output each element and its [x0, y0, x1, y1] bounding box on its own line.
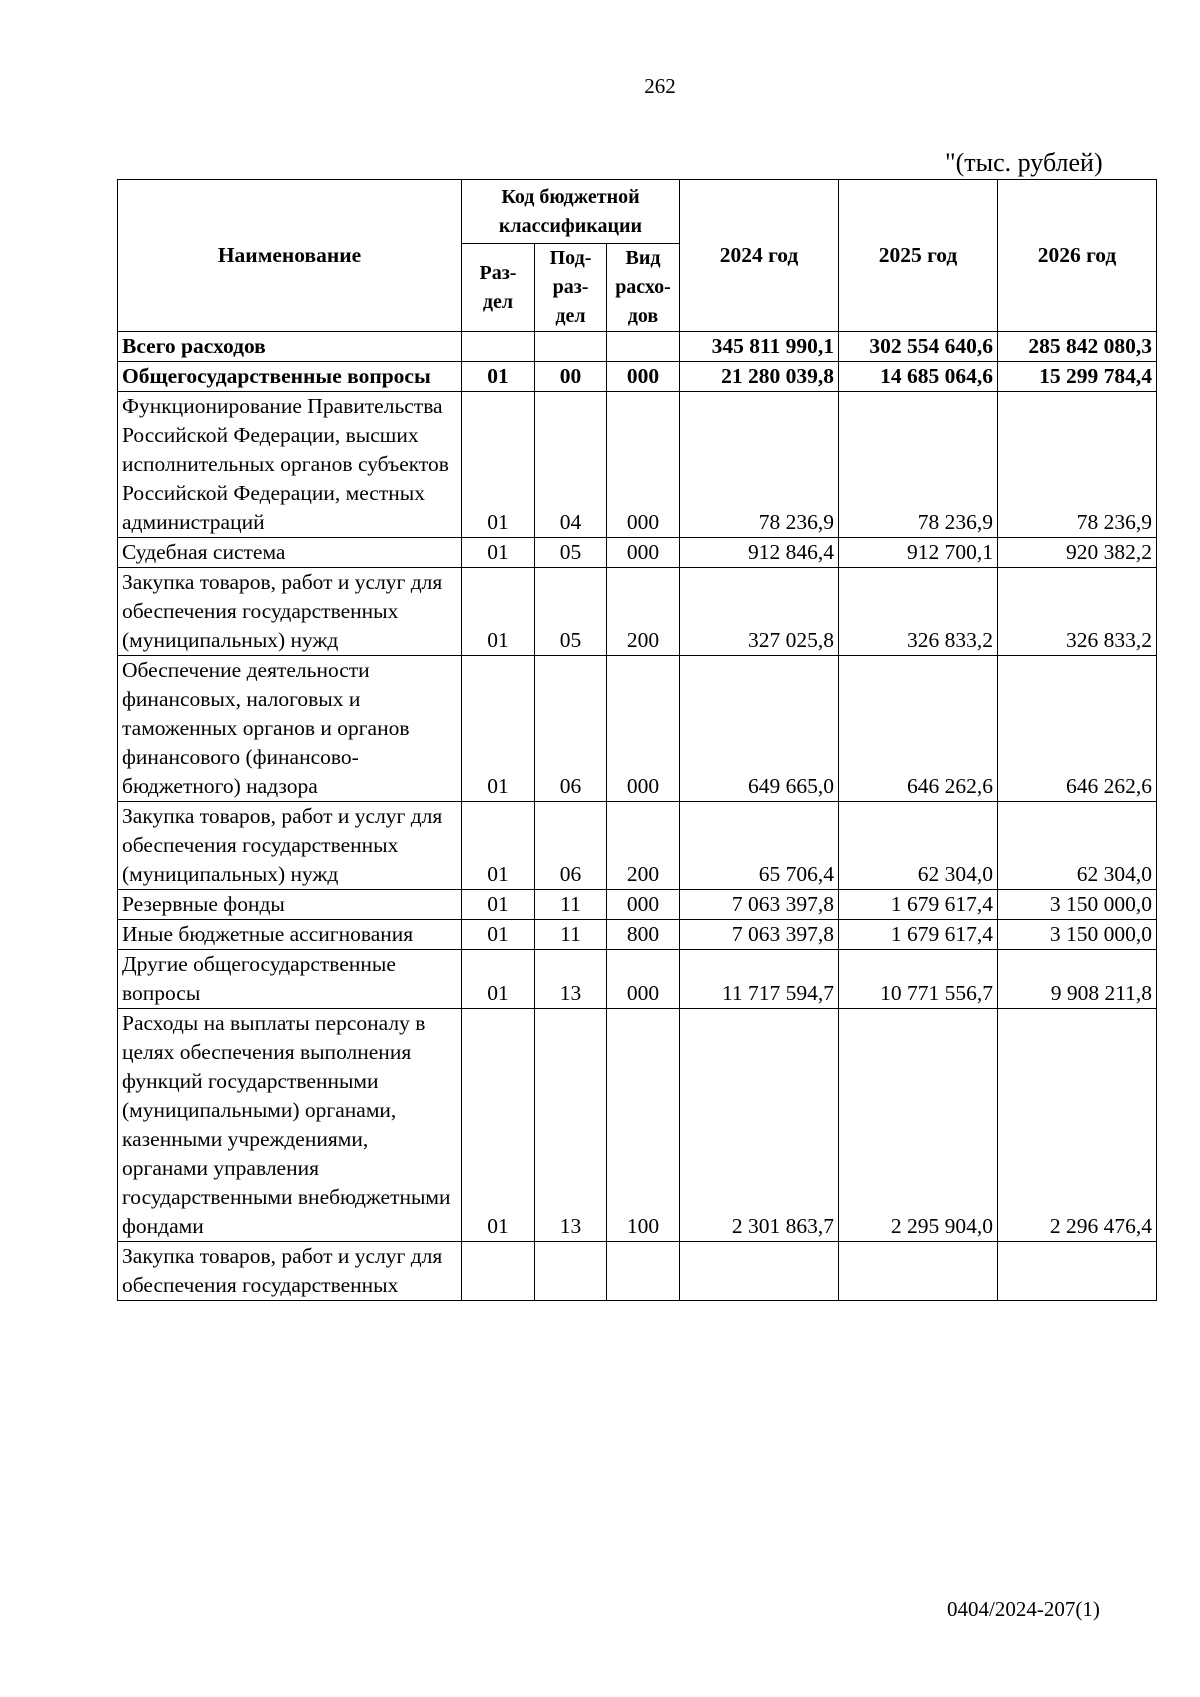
row-2024: 7 063 397,8 [680, 890, 839, 920]
row-2024: 345 811 990,1 [680, 332, 839, 362]
row-2024: 21 280 039,8 [680, 362, 839, 392]
row-2025: 326 833,2 [839, 568, 998, 656]
row-2024: 649 665,0 [680, 656, 839, 802]
row-2026: 9 908 211,8 [998, 950, 1157, 1009]
row-2025: 14 685 064,6 [839, 362, 998, 392]
row-razdel: 01 [462, 538, 535, 568]
row-name: Иные бюджетные ассигнования [118, 920, 462, 950]
header-2026: 2026 год [998, 180, 1157, 332]
row-name: Всего расходов [118, 332, 462, 362]
row-name: Функционирование Правительства Российской Федерации, высших исполнительных органов субъектов Российской Федерации, местных администраций [118, 392, 462, 538]
row-podrazdel: 13 [535, 1009, 607, 1242]
row-2026: 2 296 476,4 [998, 1009, 1157, 1242]
row-2025: 912 700,1 [839, 538, 998, 568]
table-row [118, 1009, 1157, 1242]
row-razdel: 01 [462, 950, 535, 1009]
row-2026: 78 236,9 [998, 392, 1157, 538]
row-2026: 646 262,6 [998, 656, 1157, 802]
header-2024: 2024 год [680, 180, 839, 332]
row-2025: 646 262,6 [839, 656, 998, 802]
row-2025: 2 295 904,0 [839, 1009, 998, 1242]
row-podrazdel: 13 [535, 950, 607, 1009]
table-row [118, 950, 1157, 1009]
table-row [118, 1242, 1157, 1301]
table-row [118, 538, 1157, 568]
row-vid: 000 [607, 890, 680, 920]
row-2025: 1 679 617,4 [839, 890, 998, 920]
table-row [118, 362, 1157, 392]
row-razdel: 01 [462, 890, 535, 920]
row-podrazdel: 11 [535, 890, 607, 920]
budget-table [117, 179, 1157, 1301]
row-vid [607, 332, 680, 362]
table-row [118, 802, 1157, 890]
row-razdel [462, 332, 535, 362]
row-2026: 3 150 000,0 [998, 890, 1157, 920]
row-2025: 78 236,9 [839, 392, 998, 538]
header-2025: 2025 год [839, 180, 998, 332]
row-vid: 000 [607, 950, 680, 1009]
row-vid: 000 [607, 362, 680, 392]
row-vid: 000 [607, 656, 680, 802]
table-row [118, 656, 1157, 802]
row-2024: 65 706,4 [680, 802, 839, 890]
row-razdel: 01 [462, 920, 535, 950]
row-2025: 1 679 617,4 [839, 920, 998, 950]
row-2024: 7 063 397,8 [680, 920, 839, 950]
row-podrazdel: 04 [535, 392, 607, 538]
row-2026 [998, 1242, 1157, 1301]
row-2025 [839, 1242, 998, 1301]
row-podrazdel: 06 [535, 656, 607, 802]
row-razdel: 01 [462, 568, 535, 656]
row-2026: 285 842 080,3 [998, 332, 1157, 362]
row-podrazdel [535, 1242, 607, 1301]
header-podrazdel: Под-раз-дел [535, 244, 607, 332]
row-vid: 000 [607, 538, 680, 568]
row-2026: 326 833,2 [998, 568, 1157, 656]
row-razdel: 01 [462, 802, 535, 890]
row-2025: 302 554 640,6 [839, 332, 998, 362]
row-razdel: 01 [462, 656, 535, 802]
row-2026: 62 304,0 [998, 802, 1157, 890]
row-2024 [680, 1242, 839, 1301]
row-vid [607, 1242, 680, 1301]
row-2025: 10 771 556,7 [839, 950, 998, 1009]
row-2024: 11 717 594,7 [680, 950, 839, 1009]
header-razdel: Раз-дел [462, 244, 535, 332]
row-razdel [462, 1242, 535, 1301]
table-row [118, 920, 1157, 950]
document-code: 0404/2024-207(1) [947, 1597, 1100, 1621]
header-code-group: Код бюджетной классификации [462, 180, 680, 244]
table-row [118, 332, 1157, 362]
row-name: Закупка товаров, работ и услуг для обеспечения государственных (муниципальных) нужд [118, 802, 462, 890]
page-number: 262 [644, 74, 676, 98]
row-2024: 327 025,8 [680, 568, 839, 656]
row-podrazdel: 05 [535, 568, 607, 656]
row-vid: 000 [607, 392, 680, 538]
row-razdel: 01 [462, 392, 535, 538]
row-podrazdel: 05 [535, 538, 607, 568]
row-razdel: 01 [462, 1009, 535, 1242]
row-name: Общегосударственные вопросы [118, 362, 462, 392]
row-name: Закупка товаров, работ и услуг для обеспечения государственных [118, 1242, 462, 1301]
row-vid: 200 [607, 568, 680, 656]
table-row [118, 890, 1157, 920]
row-vid: 800 [607, 920, 680, 950]
row-2025: 62 304,0 [839, 802, 998, 890]
units-label: "(тыс. рублей) [945, 148, 1103, 177]
row-podrazdel: 00 [535, 362, 607, 392]
table-row [118, 392, 1157, 538]
row-podrazdel: 06 [535, 802, 607, 890]
row-name: Судебная система [118, 538, 462, 568]
row-name: Резервные фонды [118, 890, 462, 920]
header-name: Наименование [118, 180, 462, 332]
row-vid: 100 [607, 1009, 680, 1242]
row-name: Расходы на выплаты персоналу в целях обеспечения выполнения функций государственными (муниципальными) органами, казенными учреждениями, органами управления государственными внебюджетными фондами [118, 1009, 462, 1242]
row-2024: 78 236,9 [680, 392, 839, 538]
header-vid: Вид расхо-дов [607, 244, 680, 332]
row-name: Закупка товаров, работ и услуг для обеспечения государственных (муниципальных) нужд [118, 568, 462, 656]
row-name: Другие общегосударственные вопросы [118, 950, 462, 1009]
row-2026: 920 382,2 [998, 538, 1157, 568]
row-vid: 200 [607, 802, 680, 890]
row-podrazdel [535, 332, 607, 362]
row-2024: 912 846,4 [680, 538, 839, 568]
row-name: Обеспечение деятельности финансовых, налоговых и таможенных органов и органов финансового (финансово-бюджетного) надзора [118, 656, 462, 802]
row-2026: 3 150 000,0 [998, 920, 1157, 950]
row-2024: 2 301 863,7 [680, 1009, 839, 1242]
table-row [118, 568, 1157, 656]
row-podrazdel: 11 [535, 920, 607, 950]
row-razdel: 01 [462, 362, 535, 392]
row-2026: 15 299 784,4 [998, 362, 1157, 392]
